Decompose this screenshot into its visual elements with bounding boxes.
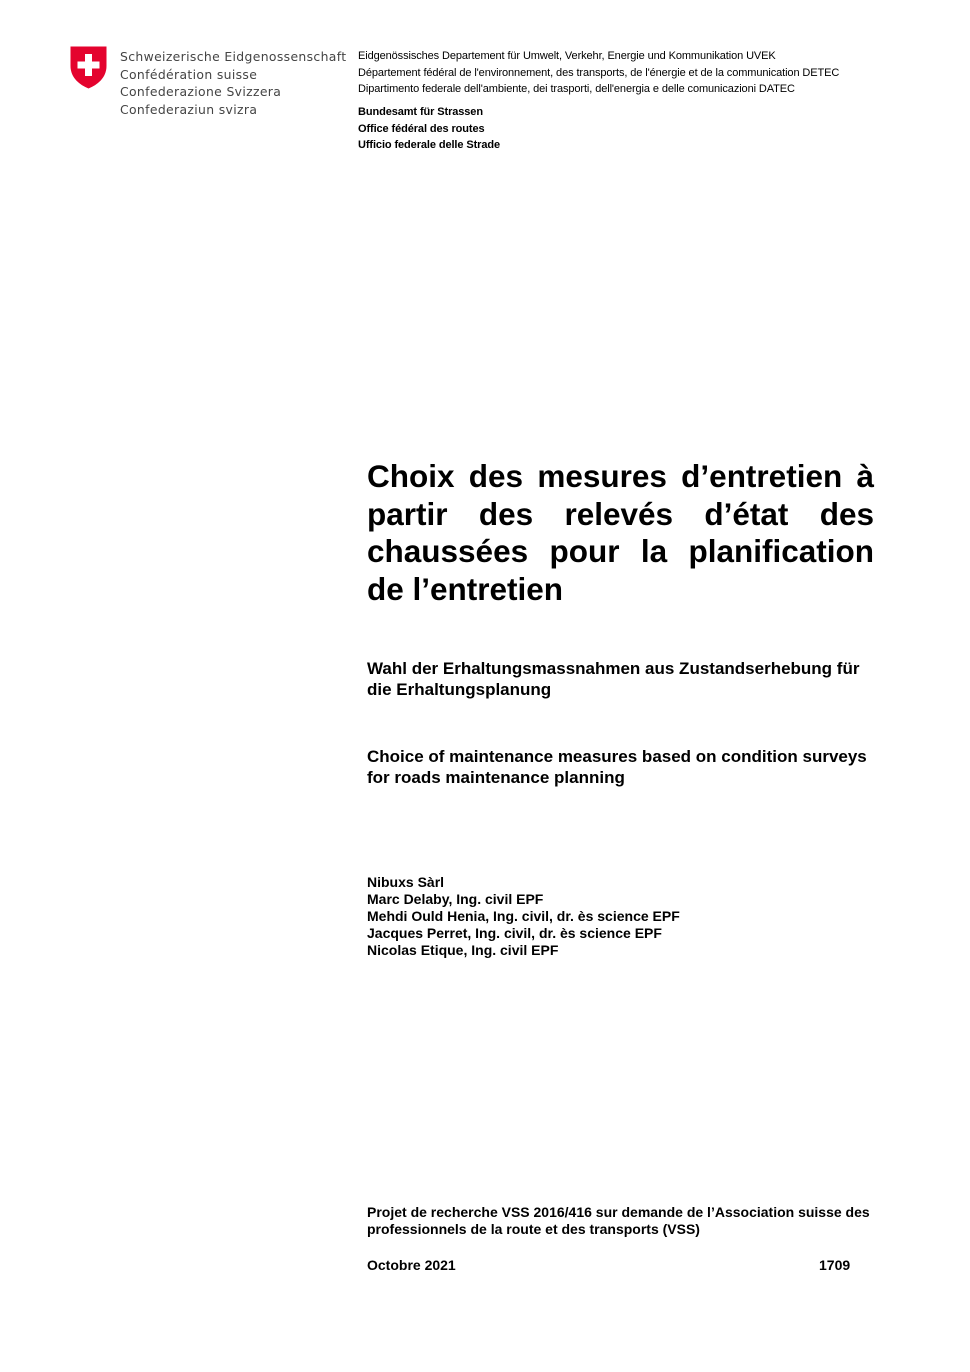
department-line-fr: Département fédéral de l'environnement, des transports, de l'énergie et de la communication DETEC bbox=[358, 66, 840, 79]
office-block bbox=[358, 104, 500, 154]
office-line-it: Ufficio federale delle Strade bbox=[358, 139, 500, 151]
subtitle-german: Wahl der Erhaltungsmassnahmen aus Zustandserhebung für die Erhaltungsplanung bbox=[367, 659, 860, 699]
author-item: Marc Delaby, Ing. civil EPF bbox=[367, 891, 544, 907]
confederation-name-fr: Confédération suisse bbox=[120, 66, 258, 82]
office-line-de: Bundesamt für Strassen bbox=[358, 106, 483, 118]
office-line-fr: Office fédéral des routes bbox=[358, 122, 485, 135]
confederation-name-de: Schweizerische Eidgenossenschaft bbox=[120, 49, 347, 64]
confederation-name-it: Confederazione Svizzera bbox=[120, 84, 282, 99]
subtitle-english: Choice of maintenance measures based on condition surveys for roads maintenance planning bbox=[367, 747, 867, 787]
confederation-logo bbox=[70, 46, 347, 126]
report-number: 1709 bbox=[819, 1257, 851, 1273]
author-list bbox=[367, 874, 680, 959]
project-statement: Projet de recherche VSS 2016/416 sur demande de l’Association suisse des professionnels de la route et des transports (VSS) bbox=[367, 1204, 870, 1237]
department-line-it: Dipartimento federale dell'ambiente, dei trasporti, dell'energia e delle comunicazioni DATEC bbox=[358, 83, 795, 95]
author-organisation: Nibuxs Sàrl bbox=[367, 874, 445, 890]
confederation-name-rm: Confederaziun svizra bbox=[120, 101, 258, 117]
department-block bbox=[358, 48, 839, 98]
confederation-names bbox=[120, 48, 346, 118]
publication-date: Octobre 2021 bbox=[367, 1257, 456, 1273]
department-line-de: Eidgenössisches Departement für Umwelt, Verkehr, Energie und Kommunikation UVEK bbox=[358, 50, 776, 62]
author-item: Jacques Perret, Ing. civil, dr. ès science EPF bbox=[367, 925, 662, 941]
author-item: Nicolas Etique, Ing. civil EPF bbox=[367, 942, 559, 958]
document-title: Choix des mesures d’entretien à partir des relevés d’état des chaussées pour la planification de l’entretien bbox=[367, 458, 874, 607]
swiss-shield-icon bbox=[70, 46, 107, 89]
author-item: Mehdi Ould Henia, Ing. civil, dr. ès science EPF bbox=[367, 908, 680, 924]
